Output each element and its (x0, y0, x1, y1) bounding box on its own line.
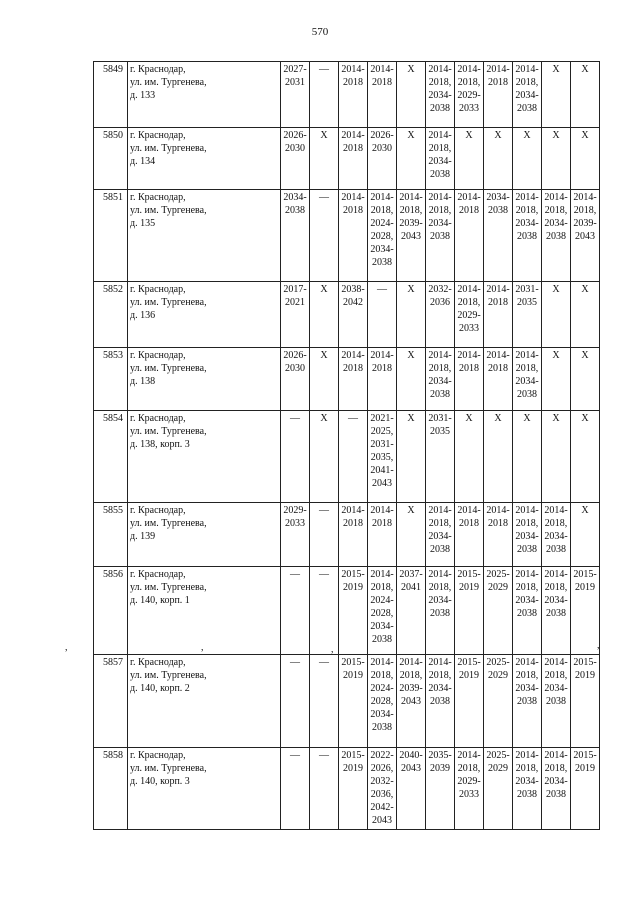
period-cell: 2022- 2026, 2032- 2036, 2042- 2043 (368, 748, 397, 830)
period-cell: 2015- 2019 (455, 655, 484, 748)
period-cell: 2015- 2019 (455, 567, 484, 655)
period-cell: Х (571, 128, 600, 190)
row-number: 5853 (94, 348, 128, 411)
period-cell: 2038- 2042 (339, 282, 368, 348)
period-cell: 2014- 2018 (339, 190, 368, 282)
period-cell: Х (542, 348, 571, 411)
address-cell: г. Краснодар, ул. им. Тургенева, д. 136 (128, 282, 281, 348)
period-cell: — (310, 190, 339, 282)
period-cell: 2015- 2019 (339, 748, 368, 830)
period-cell: — (310, 655, 339, 748)
period-cell: Х (571, 282, 600, 348)
period-cell: 2014- 2018, 2034- 2038 (426, 655, 455, 748)
period-cell: 2014- 2018, 2034- 2038 (426, 567, 455, 655)
period-cell: 2021- 2025, 2031- 2035, 2041- 2043 (368, 411, 397, 503)
period-cell: 2034- 2038 (484, 190, 513, 282)
period-cell: Х (310, 282, 339, 348)
row-number: 5852 (94, 282, 128, 348)
period-cell: Х (397, 282, 426, 348)
period-cell: 2014- 2018, 2034- 2038 (513, 748, 542, 830)
address-cell: г. Краснодар, ул. им. Тургенева, д. 133 (128, 62, 281, 128)
period-cell: Х (484, 128, 513, 190)
period-cell: 2031- 2035 (426, 411, 455, 503)
row-number: 5858 (94, 748, 128, 830)
address-cell: г. Краснодар, ул. им. Тургенева, д. 138, корп. 3 (128, 411, 281, 503)
period-cell: Х (397, 128, 426, 190)
period-cell: Х (513, 128, 542, 190)
period-cell: 2014- 2018, 2034- 2038 (426, 190, 455, 282)
row-number: 5855 (94, 503, 128, 567)
period-cell: 2014- 2018, 2039- 2043 (397, 190, 426, 282)
scan-speck: , (201, 642, 204, 653)
period-cell: — (310, 62, 339, 128)
row-number: 5857 (94, 655, 128, 748)
period-cell: Х (310, 411, 339, 503)
period-cell: 2014- 2018, 2029- 2033 (455, 282, 484, 348)
period-cell: 2035- 2039 (426, 748, 455, 830)
registry-table (93, 61, 600, 830)
period-cell: Х (542, 62, 571, 128)
period-cell: 2014- 2018, 2034- 2038 (426, 503, 455, 567)
period-cell: Х (571, 348, 600, 411)
row-number: 5856 (94, 567, 128, 655)
table-row (94, 655, 600, 748)
period-cell: — (281, 748, 310, 830)
period-cell: 2015- 2019 (571, 748, 600, 830)
table-row (94, 190, 600, 282)
period-cell: 2032- 2036 (426, 282, 455, 348)
period-cell: 2014- 2018 (484, 348, 513, 411)
period-cell: 2015- 2019 (571, 655, 600, 748)
period-cell: Х (571, 411, 600, 503)
table-row (94, 348, 600, 411)
period-cell: 2014- 2018 (339, 128, 368, 190)
table-row (94, 503, 600, 567)
period-cell: 2015- 2019 (571, 567, 600, 655)
period-cell: 2025- 2029 (484, 567, 513, 655)
period-cell: 2014- 2018, 2034- 2038 (513, 503, 542, 567)
period-cell: 2014- 2018, 2034- 2038 (426, 128, 455, 190)
period-cell: 2026- 2030 (281, 128, 310, 190)
period-cell: 2014- 2018, 2039- 2043 (397, 655, 426, 748)
period-cell: 2014- 2018, 2034- 2038 (513, 567, 542, 655)
period-cell: 2014- 2018 (455, 190, 484, 282)
period-cell: 2014- 2018, 2034- 2038 (542, 503, 571, 567)
period-cell: 2015- 2019 (339, 655, 368, 748)
period-cell: — (310, 748, 339, 830)
period-cell: 2037- 2041 (397, 567, 426, 655)
period-cell: 2017- 2021 (281, 282, 310, 348)
period-cell: 2034- 2038 (281, 190, 310, 282)
period-cell: Х (397, 411, 426, 503)
period-cell: 2014- 2018, 2039- 2043 (571, 190, 600, 282)
period-cell: 2014- 2018 (339, 348, 368, 411)
period-cell: 2026- 2030 (368, 128, 397, 190)
table-row (94, 128, 600, 190)
period-cell: 2014- 2018, 2024- 2028, 2034- 2038 (368, 190, 397, 282)
scan-speck: , (331, 644, 334, 655)
period-cell: Х (542, 411, 571, 503)
page-number: 570 (311, 26, 329, 38)
address-cell: г. Краснодар, ул. им. Тургенева, д. 140, корп. 2 (128, 655, 281, 748)
period-cell: 2025- 2029 (484, 655, 513, 748)
period-cell: 2014- 2018, 2034- 2038 (542, 567, 571, 655)
period-cell: — (368, 282, 397, 348)
table-row (94, 748, 600, 830)
table-row (94, 411, 600, 503)
period-cell: 2014- 2018, 2034- 2038 (542, 748, 571, 830)
table-row (94, 567, 600, 655)
address-cell: г. Краснодар, ул. им. Тургенева, д. 140, корп. 1 (128, 567, 281, 655)
period-cell: Х (397, 503, 426, 567)
period-cell: Х (397, 348, 426, 411)
period-cell: Х (571, 503, 600, 567)
period-cell: 2025- 2029 (484, 748, 513, 830)
row-number: 5851 (94, 190, 128, 282)
address-cell: г. Краснодар, ул. им. Тургенева, д. 135 (128, 190, 281, 282)
period-cell: 2014- 2018 (368, 62, 397, 128)
period-cell: — (310, 503, 339, 567)
period-cell: 2014- 2018, 2034- 2038 (426, 348, 455, 411)
period-cell: 2031- 2035 (513, 282, 542, 348)
period-cell: — (339, 411, 368, 503)
period-cell: 2014- 2018, 2034- 2038 (513, 655, 542, 748)
period-cell: — (310, 567, 339, 655)
row-number: 5850 (94, 128, 128, 190)
period-cell: 2026- 2030 (281, 348, 310, 411)
table-row (94, 282, 600, 348)
period-cell: 2014- 2018, 2034- 2038 (426, 62, 455, 128)
period-cell: 2014- 2018, 2029- 2033 (455, 62, 484, 128)
scan-speck: , (597, 640, 600, 651)
period-cell: 2014- 2018 (368, 503, 397, 567)
address-cell: г. Краснодар, ул. им. Тургенева, д. 134 (128, 128, 281, 190)
period-cell: 2029- 2033 (281, 503, 310, 567)
period-cell: Х (542, 282, 571, 348)
scan-speck: , (65, 642, 68, 653)
period-cell: 2014- 2018 (368, 348, 397, 411)
period-cell: 2014- 2018, 2024- 2028, 2034- 2038 (368, 567, 397, 655)
period-cell: 2027- 2031 (281, 62, 310, 128)
period-cell: 2040- 2043 (397, 748, 426, 830)
period-cell: Х (513, 411, 542, 503)
address-cell: г. Краснодар, ул. им. Тургенева, д. 140, корп. 3 (128, 748, 281, 830)
period-cell: 2014- 2018, 2034- 2038 (542, 190, 571, 282)
address-cell: г. Краснодар, ул. им. Тургенева, д. 139 (128, 503, 281, 567)
period-cell: 2014- 2018 (455, 503, 484, 567)
period-cell: 2014- 2018 (484, 282, 513, 348)
period-cell: 2014- 2018 (455, 348, 484, 411)
period-cell: 2014- 2018, 2034- 2038 (542, 655, 571, 748)
period-cell: — (281, 567, 310, 655)
period-cell: Х (455, 411, 484, 503)
period-cell: Х (571, 62, 600, 128)
address-cell: г. Краснодар, ул. им. Тургенева, д. 138 (128, 348, 281, 411)
period-cell: 2014- 2018, 2029- 2033 (455, 748, 484, 830)
period-cell: Х (397, 62, 426, 128)
period-cell: Х (484, 411, 513, 503)
period-cell: — (281, 655, 310, 748)
period-cell: — (281, 411, 310, 503)
period-cell: Х (455, 128, 484, 190)
period-cell: 2014- 2018, 2024- 2028, 2034- 2038 (368, 655, 397, 748)
period-cell: 2014- 2018 (484, 503, 513, 567)
period-cell: Х (310, 128, 339, 190)
period-cell: 2014- 2018 (484, 62, 513, 128)
period-cell: 2014- 2018 (339, 62, 368, 128)
period-cell: 2014- 2018, 2034- 2038 (513, 190, 542, 282)
period-cell: 2014- 2018, 2034- 2038 (513, 348, 542, 411)
row-number: 5854 (94, 411, 128, 503)
table-row (94, 62, 600, 128)
period-cell: 2014- 2018 (339, 503, 368, 567)
row-number: 5849 (94, 62, 128, 128)
period-cell: Х (542, 128, 571, 190)
period-cell: 2014- 2018, 2034- 2038 (513, 62, 542, 128)
period-cell: Х (310, 348, 339, 411)
period-cell: 2015- 2019 (339, 567, 368, 655)
